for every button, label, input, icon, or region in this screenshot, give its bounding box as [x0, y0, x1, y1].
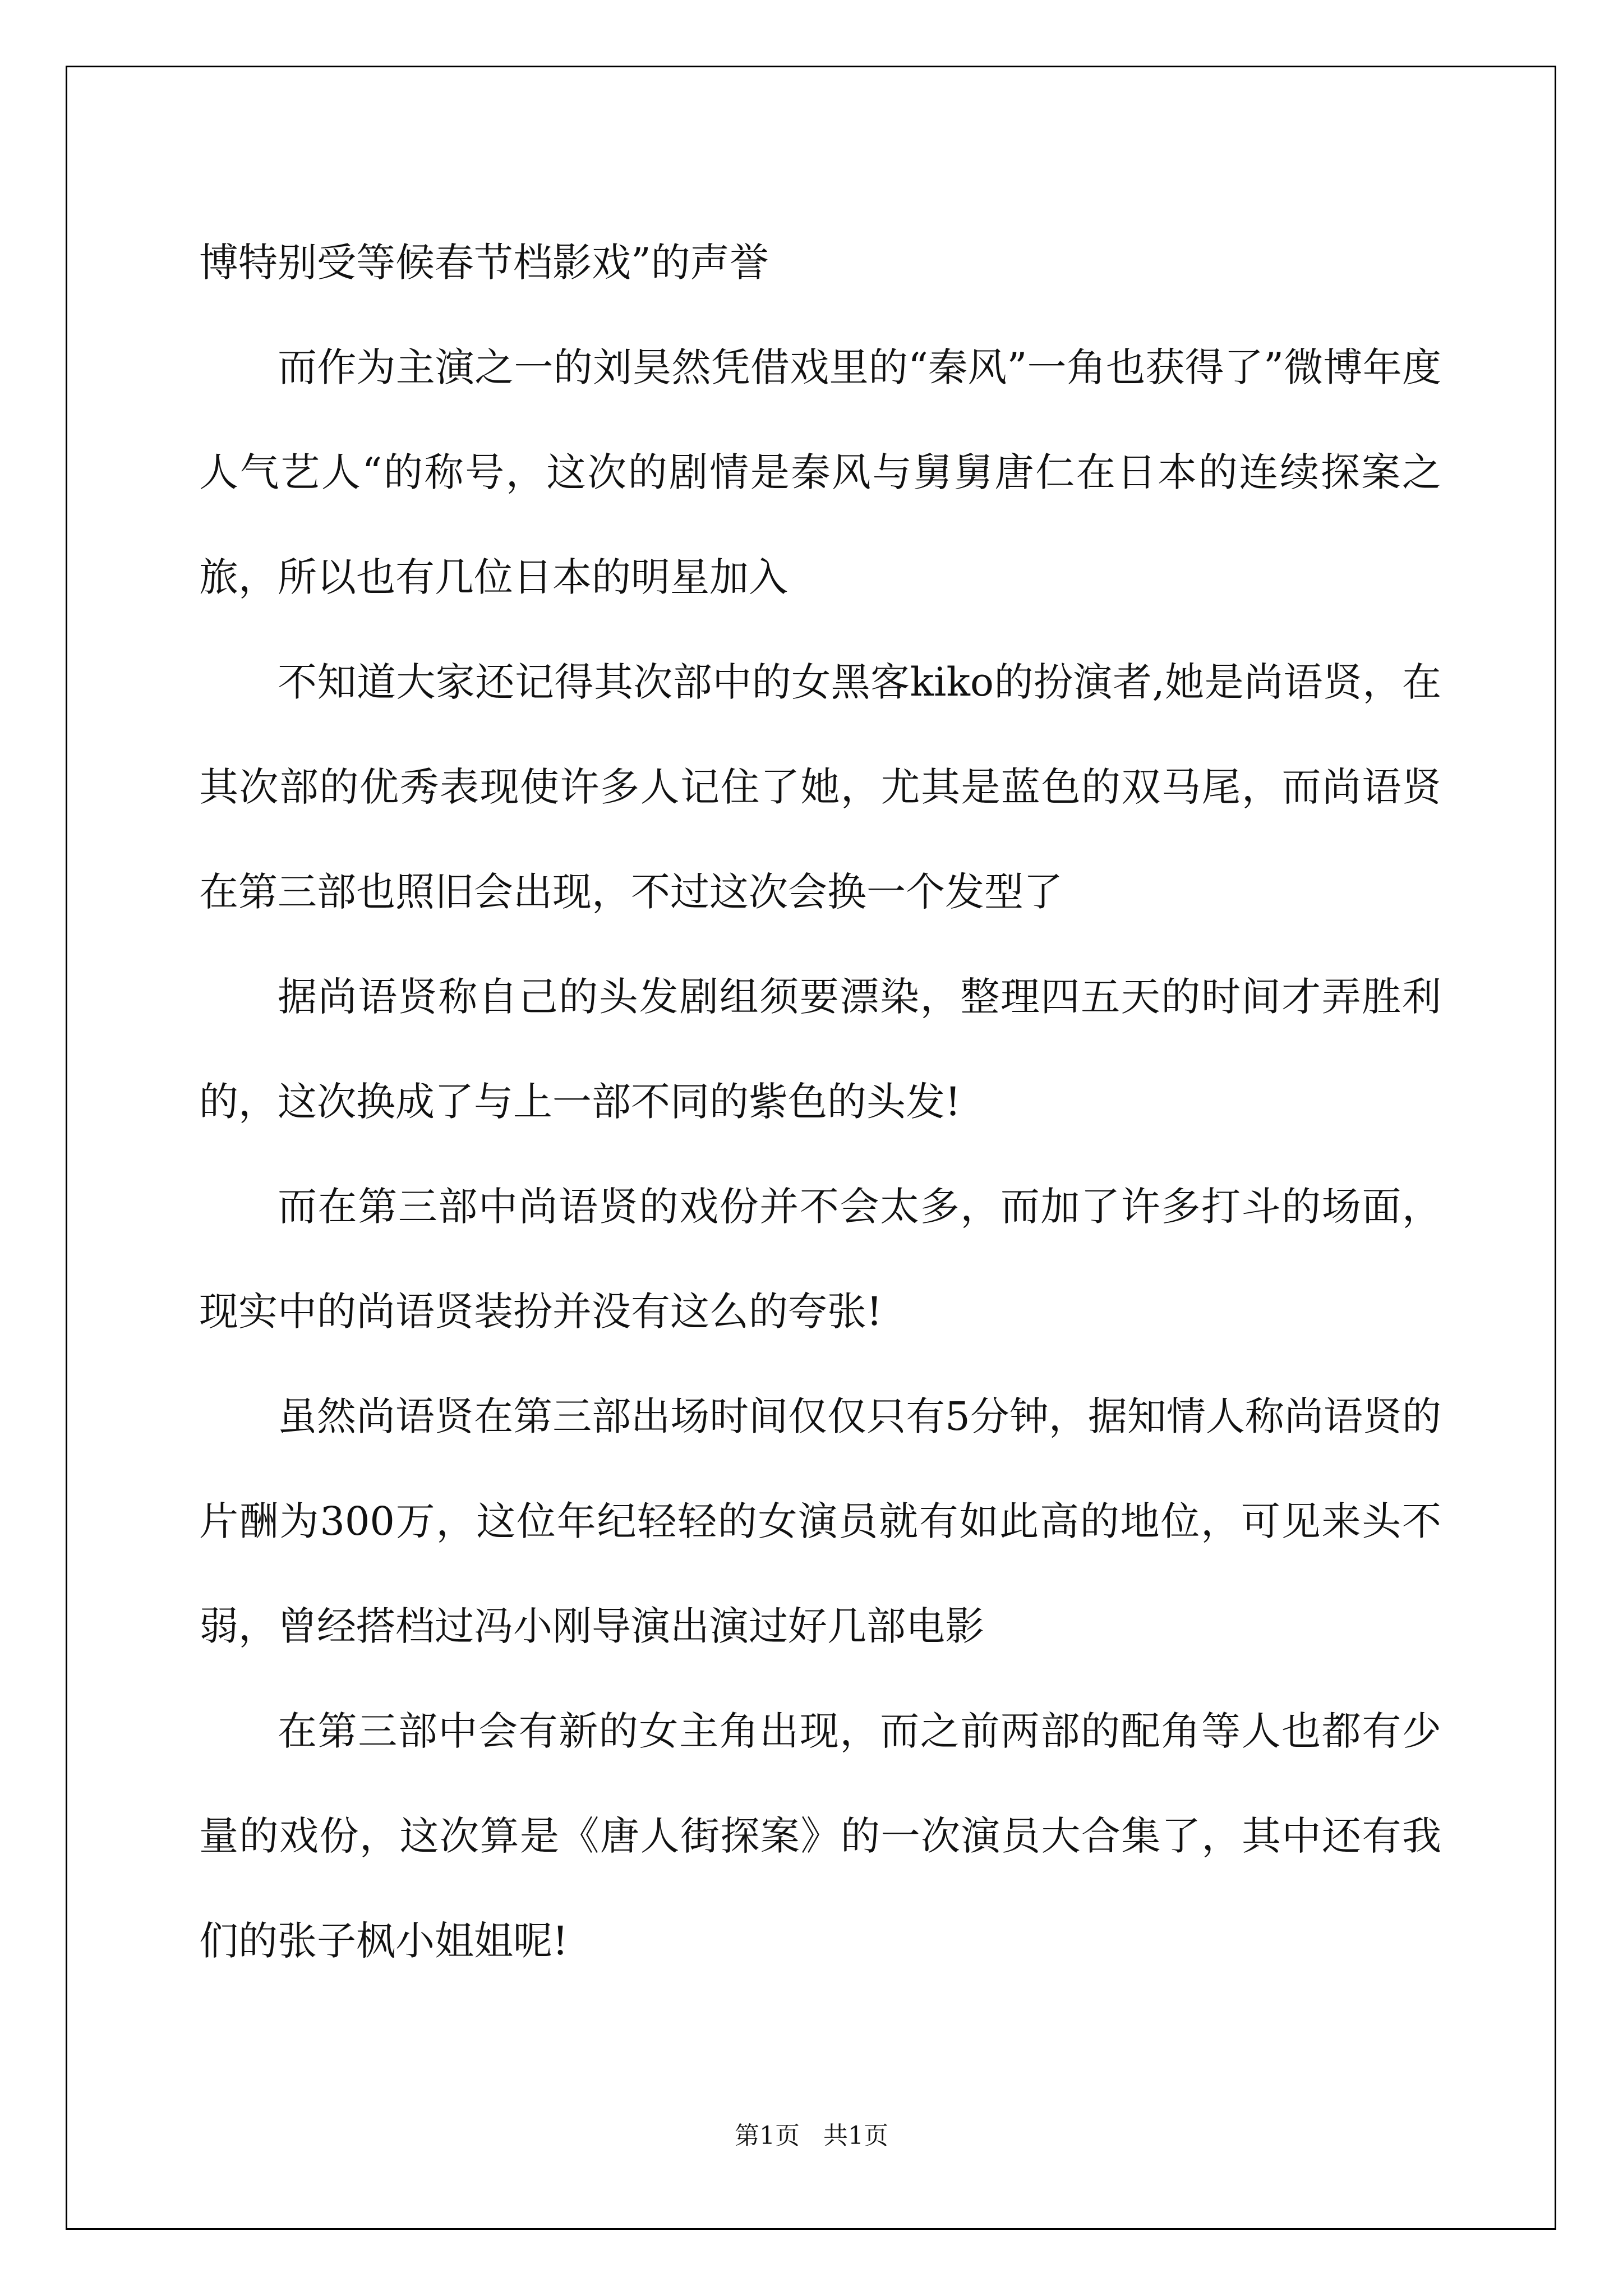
paragraph-7: 在第三部中会有新的女主角出现，而之前两部的配角等人也都有少量的戏份，这次算是《唐人街探案》的一次演员大合集了，其中还有我们的张子枫小姐姐呢!: [199, 1708, 1441, 1964]
page-total: 共1页: [823, 2122, 888, 2150]
document-body: [199, 210, 1441, 1994]
paragraph-2: 而作为主演之一的刘昊然凭借戏里的“秦风”一角也获得了”微博年度人气艺人“的称号，这次的剧情是秦风与舅舅唐仁在日本的连续探案之旅，所以也有几位日本的明星加入: [199, 344, 1441, 600]
page-footer: [0, 2119, 1623, 2153]
paragraph-1: 博特别受等候春节档影戏”的声誉: [199, 240, 769, 286]
paragraph-3: 不知道大家还记得其次部中的女黑客kiko的扮演者,她是尚语贤，在其次部的优秀表现使许多人记住了她，尤其是蓝色的双马尾，而尚语贤在第三部也照旧会出现，不过这次会换一个发型了: [199, 659, 1441, 915]
page-number: 第1页: [735, 2122, 800, 2150]
paragraph-6: 虽然尚语贤在第三部出场时间仅仅只有5分钟，据知情人称尚语贤的片酬为300万，这位年纪轻轻的女演员就有如此高的地位，可见来头不弱，曾经搭档过冯小刚导演出演过好几部电影: [199, 1393, 1441, 1649]
paragraph-5: 而在第三部中尚语贤的戏份并不会太多，而加了许多打斗的场面，现实中的尚语贤装扮并没有这么的夸张!: [199, 1184, 1441, 1335]
paragraph-4: 据尚语贤称自己的头发剧组须要漂染，整理四五天的时间才弄胜利的，这次换成了与上一部不同的紫色的头发!: [199, 974, 1441, 1125]
